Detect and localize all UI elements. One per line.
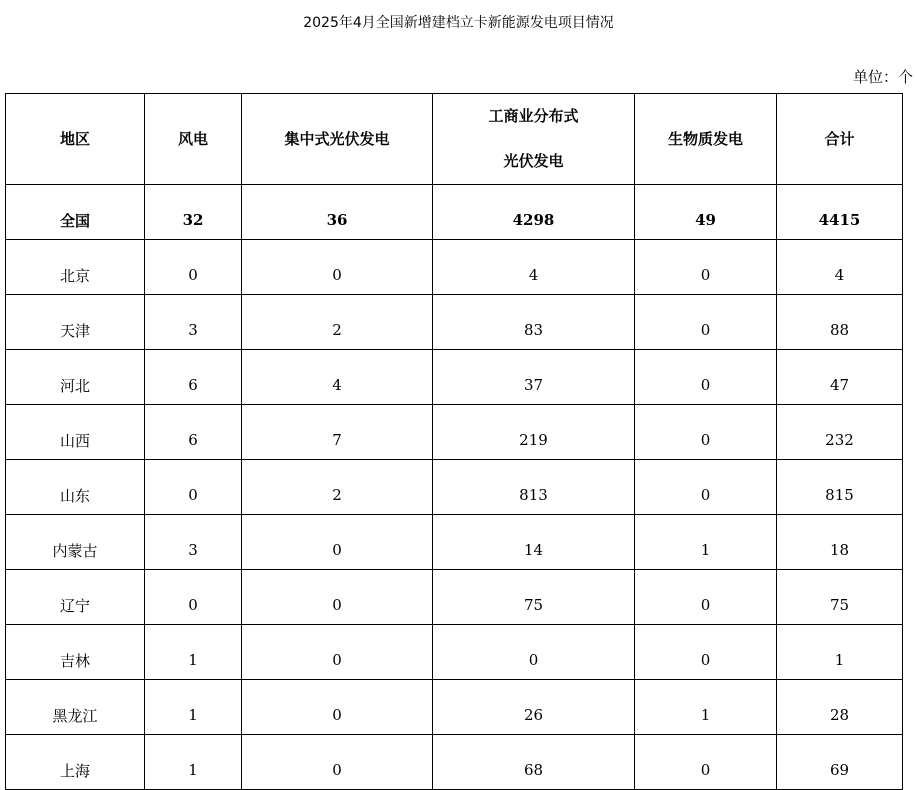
table-cell: 232 — [777, 405, 903, 460]
header-total: 合计 — [777, 94, 903, 185]
unit-label: 单位：个 — [852, 68, 913, 86]
table-cell: 28 — [777, 680, 903, 735]
table-row — [6, 515, 903, 570]
table-cell: 2 — [242, 460, 433, 515]
table-cell: 0 — [635, 405, 777, 460]
table-row-national-total — [6, 185, 903, 240]
header-distributed-pv — [433, 94, 635, 185]
table-cell: 0 — [242, 625, 433, 680]
table-cell: 813 — [433, 460, 635, 515]
table-row — [6, 625, 903, 680]
table-cell: 0 — [242, 680, 433, 735]
table-cell: 14 — [433, 515, 635, 570]
table-cell: 北京 — [6, 240, 145, 295]
table-cell: 0 — [635, 240, 777, 295]
table-cell: 37 — [433, 350, 635, 405]
table-cell: 4 — [242, 350, 433, 405]
total-cell: 全国 — [6, 185, 145, 240]
total-cell: 49 — [635, 185, 777, 240]
table-cell: 0 — [635, 460, 777, 515]
total-cell: 32 — [145, 185, 242, 240]
table-row — [6, 680, 903, 735]
total-cell: 4298 — [433, 185, 635, 240]
projects-table — [5, 93, 903, 790]
table-cell: 6 — [145, 350, 242, 405]
total-cell: 36 — [242, 185, 433, 240]
page-title: 2025年4月全国新增建档立卡新能源发电项目情况 — [303, 15, 614, 31]
table-cell: 0 — [635, 350, 777, 405]
table-cell: 0 — [635, 570, 777, 625]
total-cell: 4415 — [777, 185, 903, 240]
table-cell: 219 — [433, 405, 635, 460]
table-cell: 0 — [242, 570, 433, 625]
table-cell: 0 — [145, 240, 242, 295]
table-cell: 0 — [145, 460, 242, 515]
table-cell: 2 — [242, 295, 433, 350]
table-cell: 吉林 — [6, 625, 145, 680]
table-cell: 1 — [777, 625, 903, 680]
table-cell: 6 — [145, 405, 242, 460]
table-row — [6, 570, 903, 625]
table-cell: 上海 — [6, 735, 145, 790]
table-cell: 4 — [777, 240, 903, 295]
table-row — [6, 460, 903, 515]
table-cell: 83 — [433, 295, 635, 350]
table-cell: 0 — [635, 295, 777, 350]
table-cell: 18 — [777, 515, 903, 570]
table-cell: 河北 — [6, 350, 145, 405]
table-cell: 黑龙江 — [6, 680, 145, 735]
table-cell: 69 — [777, 735, 903, 790]
table-cell: 7 — [242, 405, 433, 460]
table-row — [6, 735, 903, 790]
table-cell: 0 — [242, 735, 433, 790]
header-distributed-pv-line2: 光伏发电 — [503, 152, 564, 170]
table-row — [6, 350, 903, 405]
header-central-pv: 集中式光伏发电 — [242, 94, 433, 185]
table-cell: 4 — [433, 240, 635, 295]
table-cell: 1 — [145, 625, 242, 680]
table-cell: 山西 — [6, 405, 145, 460]
table-header-row — [6, 94, 903, 185]
table-cell: 山东 — [6, 460, 145, 515]
table-cell: 3 — [145, 515, 242, 570]
table-cell: 1 — [145, 680, 242, 735]
table-cell: 88 — [777, 295, 903, 350]
table-row — [6, 295, 903, 350]
table-cell: 0 — [242, 515, 433, 570]
table-cell: 天津 — [6, 295, 145, 350]
table-cell: 1 — [145, 735, 242, 790]
table-cell: 0 — [242, 240, 433, 295]
table-cell: 0 — [433, 625, 635, 680]
table-cell: 0 — [635, 735, 777, 790]
header-region: 地区 — [6, 94, 145, 185]
table-row — [6, 240, 903, 295]
table-cell: 75 — [433, 570, 635, 625]
table-cell: 75 — [777, 570, 903, 625]
header-distributed-pv-line1: 工商业分布式 — [488, 107, 579, 125]
table-cell: 1 — [635, 680, 777, 735]
table-cell: 815 — [777, 460, 903, 515]
header-biomass: 生物质发电 — [635, 94, 777, 185]
table-cell: 内蒙古 — [6, 515, 145, 570]
table-cell: 68 — [433, 735, 635, 790]
header-wind: 风电 — [145, 94, 242, 185]
table-row — [6, 405, 903, 460]
table-cell: 3 — [145, 295, 242, 350]
table-cell: 1 — [635, 515, 777, 570]
table-cell: 辽宁 — [6, 570, 145, 625]
table-cell: 26 — [433, 680, 635, 735]
table-cell: 0 — [145, 570, 242, 625]
table-cell: 47 — [777, 350, 903, 405]
table-cell: 0 — [635, 625, 777, 680]
